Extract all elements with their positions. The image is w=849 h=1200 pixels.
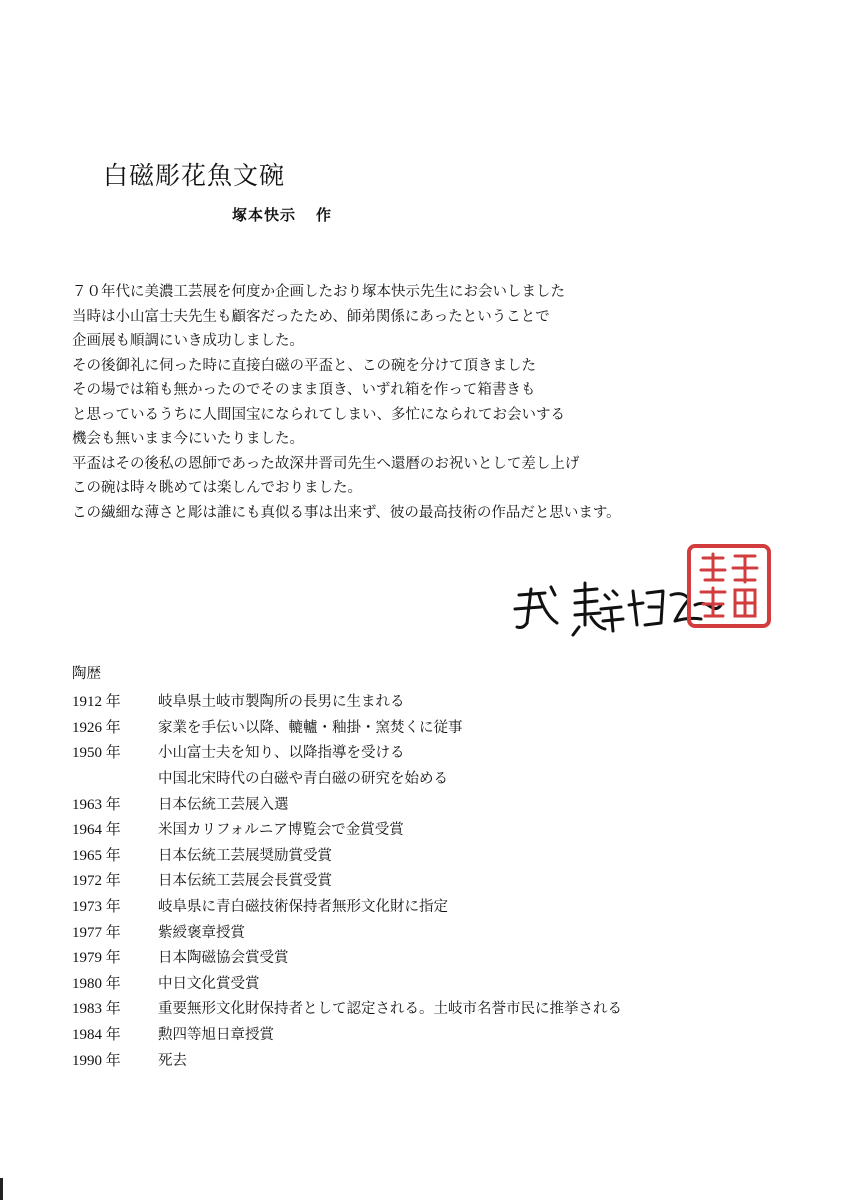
career-year: 1973 年: [72, 899, 121, 916]
career-entry: [72, 1046, 792, 1072]
career-event: 中日文化賞受賞: [158, 975, 260, 992]
body-line: その後御礼に伺った時に直接白磁の平盃と、この碗を分けて頂きました: [72, 357, 536, 374]
career-year: 1979 年: [72, 950, 121, 967]
career-entry: [72, 918, 792, 944]
red-seal-stamp: [683, 540, 775, 632]
career-year: 1965 年: [72, 847, 121, 864]
career-entry: [72, 842, 792, 868]
career-entry: [72, 714, 792, 740]
body-line: その場では箱も無かったのでそのまま頂き、いずれ箱を作って箱書きも: [72, 382, 536, 398]
career-entry: [72, 688, 792, 714]
career-heading: 陶歴: [72, 666, 101, 682]
body-line: 機会も無いまま今にいたりました。: [72, 431, 304, 447]
career-event: 中国北宋時代の白磁や青白磁の研究を始める: [158, 771, 448, 788]
career-event: 死去: [158, 1052, 187, 1069]
career-entry: [72, 1021, 792, 1047]
career-entry: [72, 790, 792, 816]
career-entry: [72, 816, 792, 842]
career-event: 勲四等旭日章授賞: [158, 1027, 274, 1044]
career-event: 日本伝統工芸展会長賞受賞: [158, 873, 332, 890]
body-line: と思っているうちに人間国宝になられてしまい、多忙になられてお会いする: [72, 406, 565, 423]
career-event: 岐阜県に青白磁技術保持者無形文化財に指定: [158, 899, 448, 916]
career-year: 1980 年: [72, 975, 121, 992]
career-entry: [72, 970, 792, 996]
career-entry: [72, 995, 792, 1021]
author-suffix: 作: [316, 206, 333, 224]
career-year: 1983 年: [72, 1001, 121, 1018]
body-line: 企画展も順調にいき成功しました。: [72, 333, 304, 349]
career-year: 1912 年: [72, 694, 121, 711]
career-year: 1977 年: [72, 924, 121, 941]
career-year: 1963 年: [72, 796, 121, 813]
career-year: 1964 年: [72, 822, 121, 839]
career-event: 日本陶磁協会賞受賞: [158, 950, 289, 967]
career-entry: [72, 893, 792, 919]
body-line: ７０年代に美濃工芸展を何度か企画したおり塚本快示先生にお会いしました: [72, 284, 565, 300]
career-event: 岐阜県土岐市製陶所の長男に生まれる: [158, 694, 405, 711]
body-line: 当時は小山富士夫先生も顧客だったため、師弟関係にあったということで: [72, 308, 550, 325]
career-event: 家業を手伝い以降、轆轤・釉掛・窯焚くに従事: [158, 719, 463, 736]
career-year: 1926 年: [72, 719, 121, 736]
page-edge-mark: [0, 1178, 3, 1200]
career-list: [72, 688, 792, 1072]
body-line: この繊細な薄さと彫は誰にも真似る事は出来ず、彼の最高技術の作品だと思います。: [72, 504, 621, 521]
career-year: 1990 年: [72, 1052, 121, 1069]
career-event: 紫綬褒章授賞: [158, 924, 245, 941]
career-entry: [72, 765, 792, 791]
career-event: 日本伝統工芸展入選: [158, 796, 289, 813]
author-line: [232, 204, 332, 225]
career-year: 1950 年: [72, 745, 121, 762]
body-text: [72, 280, 792, 525]
career-year: 1972 年: [72, 873, 121, 890]
career-entry: [72, 944, 792, 970]
career-entry: [72, 867, 792, 893]
career-event: 日本伝統工芸展奨励賞受賞: [158, 847, 332, 864]
career-event: 重要無形文化財保持者として認定される。土岐市名誉市民に推挙される: [158, 1001, 622, 1018]
career-year: 1984 年: [72, 1027, 121, 1044]
body-line: 平盃はその後私の恩師であった故深井晋司先生へ還暦のお祝いとして差し上げ: [72, 455, 580, 472]
career-event: 米国カリフォルニア博覧会で金賞受賞: [158, 822, 404, 839]
author-name: 塚本快示: [232, 206, 297, 224]
document-title: 白磁彫花魚文碗: [103, 161, 286, 190]
career-event: 小山富士夫を知り、以降指導を受ける: [158, 745, 405, 762]
body-line: この碗は時々眺めては楽しんでおりました。: [72, 480, 362, 496]
career-entry: [72, 739, 792, 765]
